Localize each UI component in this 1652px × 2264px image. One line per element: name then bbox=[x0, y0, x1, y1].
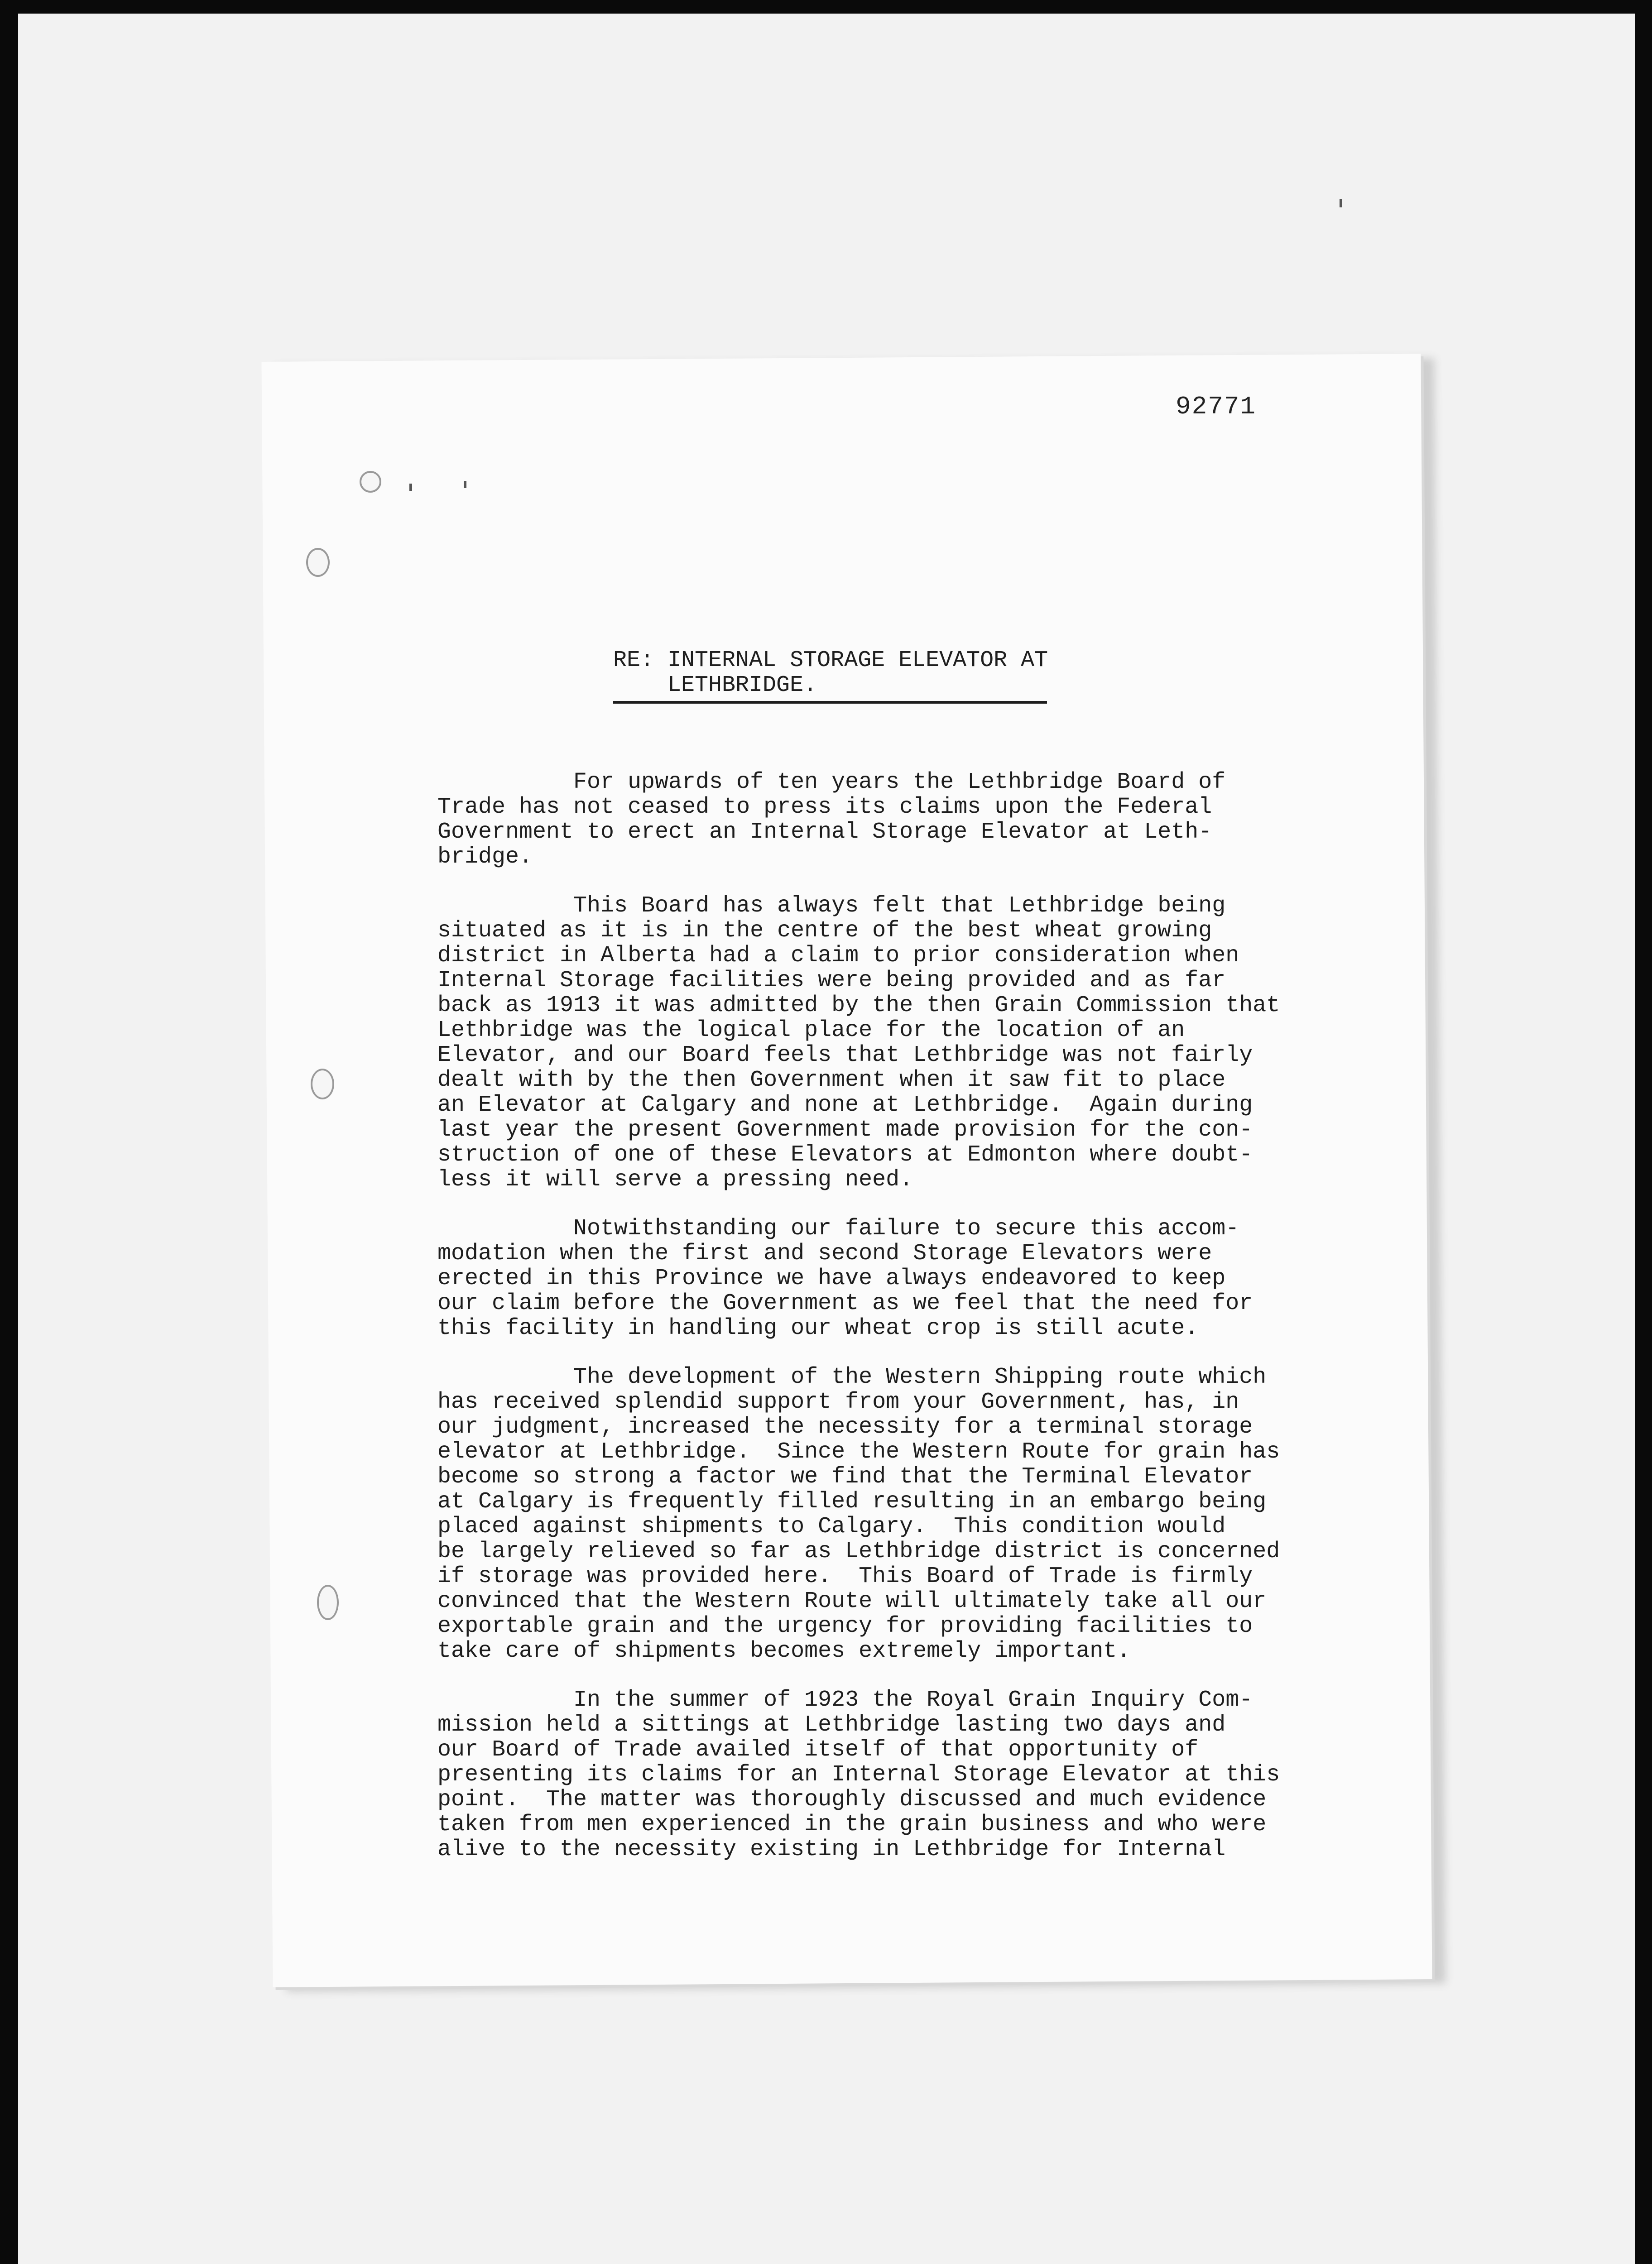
text-line: The development of the Western Shipping route which bbox=[573, 1364, 1267, 1390]
text-line: presenting its claims for an Internal Storage Elevator at this bbox=[437, 1762, 1280, 1788]
subject-line: LETHBRIDGE. bbox=[613, 672, 817, 698]
text-line: Trade has not ceased to press its claims upon the Federal bbox=[437, 794, 1212, 820]
text-line: Elevator, and our Board feels that Lethbridge was not fairly bbox=[437, 1042, 1253, 1068]
text-line: struction of one of these Elevators at Edmonton where doubt- bbox=[437, 1142, 1253, 1168]
paragraph bbox=[437, 1216, 1289, 1341]
text-line: For upwards of ten years the Lethbridge Board of bbox=[573, 769, 1226, 795]
text-line: be largely relieved so far as Lethbridge district is concerned bbox=[437, 1539, 1280, 1564]
text-line: situated as it is in the centre of the best wheat growing bbox=[437, 918, 1212, 944]
text-line: back as 1913 it was admitted by the then Grain Commission that bbox=[437, 993, 1280, 1018]
text-line: dealt with by the then Government when it saw fit to place bbox=[437, 1067, 1226, 1093]
text-line: bridge. bbox=[437, 844, 533, 870]
text-line: convinced that the Western Route will ultimately take all our bbox=[437, 1588, 1267, 1614]
text-line: Internal Storage facilities were being provided and as far bbox=[437, 968, 1226, 993]
text-line: In the summer of 1923 the Royal Grain Inquiry Com- bbox=[573, 1687, 1253, 1713]
punch-hole-middle bbox=[311, 1069, 334, 1099]
punch-hole-top bbox=[360, 471, 381, 493]
subject-underline bbox=[613, 701, 1047, 704]
text-line: last year the present Government made provision for the con- bbox=[437, 1117, 1253, 1143]
text-line: Notwithstanding our failure to secure this accom- bbox=[573, 1216, 1239, 1242]
text-line: Government to erect an Internal Storage Elevator at Leth- bbox=[437, 819, 1212, 845]
text-line: modation when the first and second Storage Elevators were bbox=[437, 1241, 1212, 1266]
text-line: erected in this Province we have always endeavored to keep bbox=[437, 1266, 1226, 1291]
text-line: This Board has always felt that Lethbridge being bbox=[573, 893, 1226, 919]
text-line: has received splendid support from your Government, has, in bbox=[437, 1389, 1239, 1415]
text-line: our judgment, increased the necessity for a terminal storage bbox=[437, 1414, 1253, 1440]
subject-heading bbox=[613, 648, 1048, 697]
margin-mark bbox=[409, 484, 412, 491]
letter-body bbox=[437, 770, 1289, 1886]
text-line: exportable grain and the urgency for providing facilities to bbox=[437, 1613, 1253, 1639]
paragraph bbox=[437, 893, 1289, 1192]
text-line: Lethbridge was the logical place for the location of an bbox=[437, 1017, 1185, 1043]
text-line: this facility in handling our wheat crop is still acute. bbox=[437, 1315, 1199, 1341]
text-line: less it will serve a pressing need. bbox=[437, 1167, 913, 1193]
punch-hole-upper bbox=[306, 548, 330, 577]
text-line: an Elevator at Calgary and none at Lethbridge. Again during bbox=[437, 1092, 1253, 1118]
text-line: if storage was provided here. This Board of Trade is firmly bbox=[437, 1564, 1253, 1589]
text-line: point. The matter was thoroughly discussed and much evidence bbox=[437, 1787, 1267, 1813]
text-line: district in Alberta had a claim to prior consideration when bbox=[437, 943, 1239, 969]
text-line: take care of shipments becomes extremely important. bbox=[437, 1638, 1131, 1664]
punch-hole-lower bbox=[317, 1585, 339, 1620]
subject-line: RE: INTERNAL STORAGE ELEVATOR AT bbox=[613, 648, 1048, 673]
text-line: placed against shipments to Calgary. This condition would bbox=[437, 1514, 1226, 1540]
text-line: mission held a sittings at Lethbridge lasting two days and bbox=[437, 1712, 1226, 1738]
text-line: become so strong a factor we find that the Terminal Elevator bbox=[437, 1464, 1253, 1490]
text-line: alive to the necessity existing in Lethbridge for Internal bbox=[437, 1837, 1226, 1862]
paragraph bbox=[437, 1365, 1289, 1664]
text-line: taken from men experienced in the grain business and who were bbox=[437, 1812, 1267, 1837]
paragraph bbox=[437, 1688, 1289, 1862]
text-line: elevator at Lethbridge. Since the Western Route for grain has bbox=[437, 1439, 1280, 1465]
margin-mark bbox=[1340, 199, 1342, 207]
text-line: at Calgary is frequently filled resulting in an embargo being bbox=[437, 1489, 1267, 1515]
paragraph bbox=[437, 770, 1289, 869]
document-number: 92771 bbox=[1176, 392, 1257, 421]
margin-mark bbox=[464, 481, 466, 488]
text-line: our claim before the Government as we feel that the need for bbox=[437, 1290, 1253, 1316]
text-line: our Board of Trade availed itself of that opportunity of bbox=[437, 1737, 1199, 1763]
